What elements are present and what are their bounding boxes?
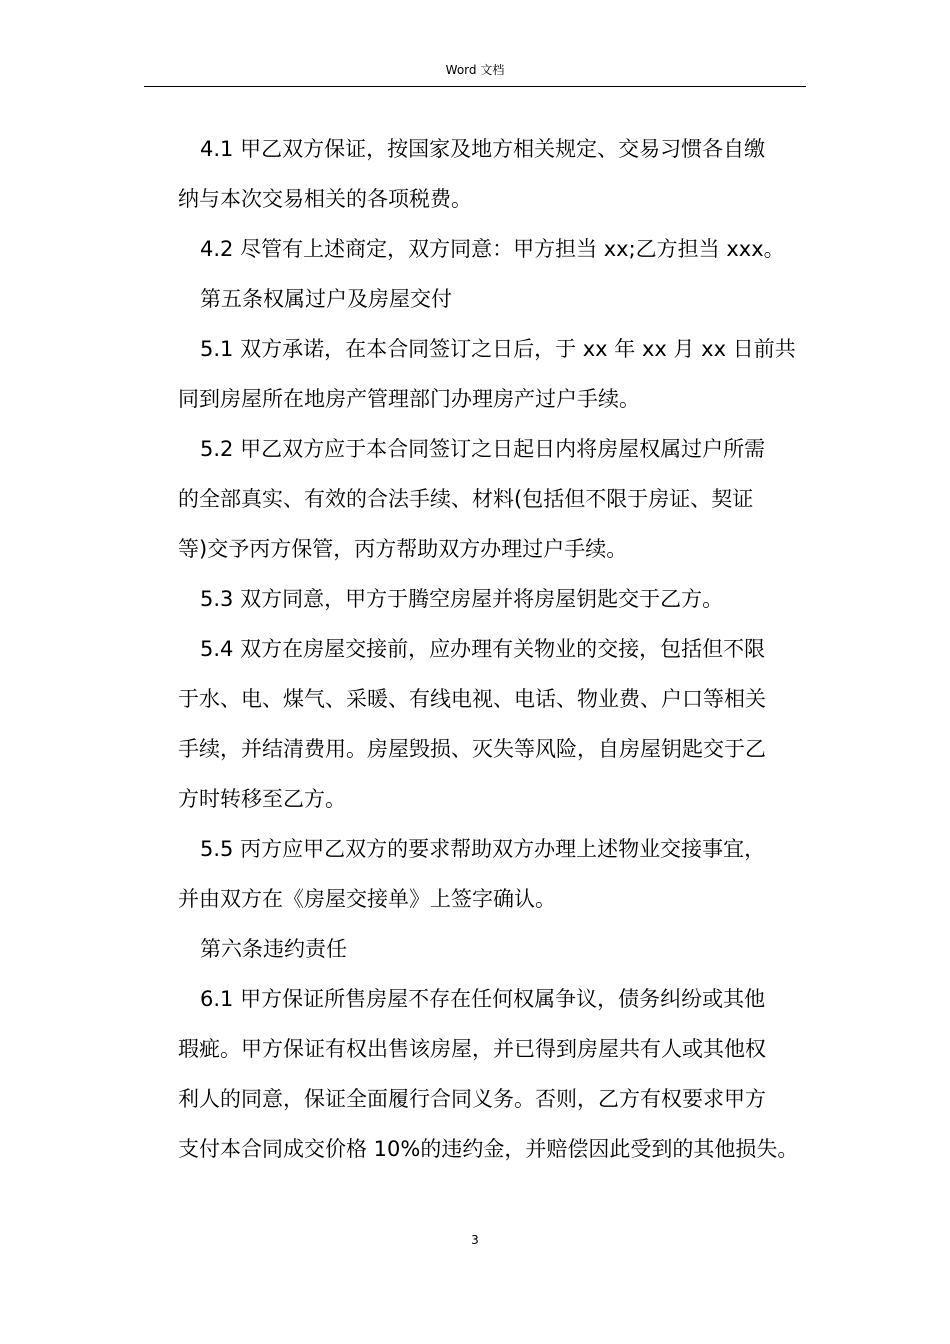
text-line: 等)交予丙方保管，丙方帮助双方办理过户手续。	[178, 537, 628, 561]
header-divider	[144, 86, 806, 87]
article-6-heading	[178, 924, 818, 974]
page-header: Word 文档	[445, 63, 505, 77]
text-line: 5.5 丙方应甲乙双方的要求帮助双方办理上述物业交接事宜，	[200, 837, 766, 861]
text-line: 5.2 甲乙双方应于本合同签订之日起日内将房屋权属过户所需	[200, 437, 766, 461]
text-line: 第六条违约责任	[200, 937, 347, 961]
clause-4-1	[178, 124, 818, 224]
text-line: 5.4 双方在房屋交接前，应办理有关物业的交接，包括但不限	[200, 637, 766, 661]
clause-6-1	[178, 974, 818, 1174]
document-body	[178, 124, 818, 1174]
text-line: 4.1 甲乙双方保证，按国家及地方相关规定、交易习惯各自缴	[200, 137, 766, 161]
clause-5-3	[178, 574, 818, 624]
text-line: 并由双方在《房屋交接单》上签字确认。	[178, 887, 556, 911]
text-line: 6.1 甲方保证所售房屋不存在任何权属争议，债务纠纷或其他	[200, 987, 766, 1011]
text-line: 支付本合同成交价格 10%的违约金，并赔偿因此受到的其他损失。	[178, 1137, 799, 1161]
text-line: 5.3 双方同意，甲方于腾空房屋并将房屋钥匙交于乙方。	[200, 587, 724, 611]
text-line: 纳与本次交易相关的各项税费。	[178, 187, 472, 211]
text-line: 的全部真实、有效的合法手续、材料(包括但不限于房证、契证	[178, 487, 754, 511]
clause-5-4	[178, 624, 818, 824]
text-line: 手续，并结清费用。房屋毁损、灭失等风险，自房屋钥匙交于乙	[178, 737, 766, 761]
clause-5-5	[178, 824, 818, 924]
text-line: 第五条权属过户及房屋交付	[200, 287, 452, 311]
clause-4-2	[178, 224, 818, 274]
text-line: 4.2 尽管有上述商定，双方同意：甲方担当 xx;乙方担当 xxx。	[200, 237, 785, 261]
clause-5-2	[178, 424, 818, 574]
text-line: 方时转移至乙方。	[178, 787, 346, 811]
text-line: 5.1 双方承诺，在本合同签订之日后，于 xx 年 xx 月 xx 日前共	[200, 337, 796, 361]
text-line: 利人的同意，保证全面履行合同义务。否则，乙方有权要求甲方	[178, 1087, 766, 1111]
clause-5-1	[178, 324, 818, 424]
article-5-heading	[178, 274, 818, 324]
text-line: 瑕疵。甲方保证有权出售该房屋，并已得到房屋共有人或其他权	[178, 1037, 766, 1061]
text-line: 同到房屋所在地房产管理部门办理房产过户手续。	[178, 387, 640, 411]
page-number: 3	[471, 1233, 479, 1247]
text-line: 于水、电、煤气、采暖、有线电视、电话、物业费、户口等相关	[178, 687, 766, 711]
